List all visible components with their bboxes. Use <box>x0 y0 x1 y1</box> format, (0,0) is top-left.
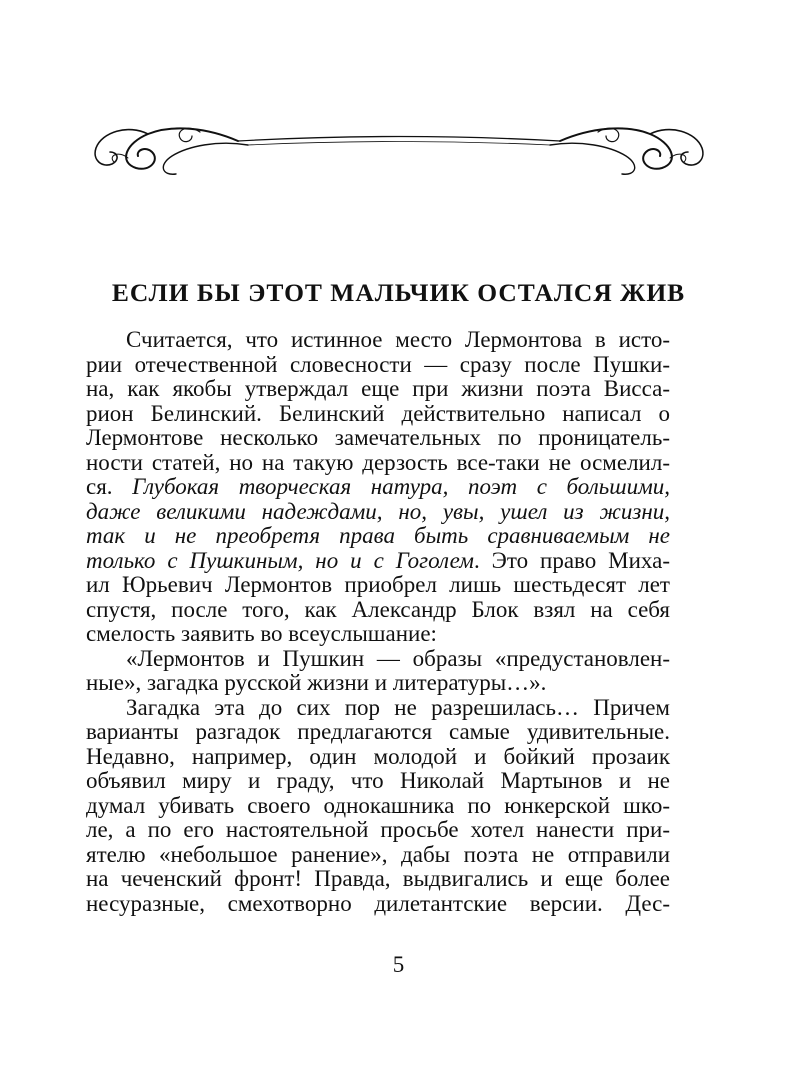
quote-italic: только с Пушкиным, но и с Гоголем <box>86 547 474 573</box>
text-line: Лермонтове несколько замечательных по проницатель- <box>86 425 670 450</box>
text-line: спустя, после того, как Александр Блок взял на себя <box>86 596 670 622</box>
page-number: 5 <box>392 952 405 977</box>
text-line: ле, а по его настоятельной просьбе хотел нанести при- <box>86 817 670 842</box>
decorative-flourish <box>88 110 710 180</box>
body-text <box>86 328 670 916</box>
text-line: так и не преобретя права быть сравниваемым не <box>86 523 670 548</box>
text-line: ности статей, но на такую дерзость все-таки не осмелил- <box>86 449 670 475</box>
text-line: объявил миру и граду, что Николай Мартынов и не <box>86 768 670 793</box>
text-line: смелость заявить во всеуслышание: <box>86 621 437 646</box>
text-line: на чеченский фронт! Правда, выдвигались и еще более <box>86 866 670 891</box>
text-line: даже великими надеждами, но, увы, ушел из жизни, <box>86 498 670 524</box>
text-line: Недавно, например, один молодой и бойкий прозаик <box>86 743 670 769</box>
text-line: ил Юрьевич Лермонтов приобрел лишь шестьдесят лет <box>86 572 670 597</box>
chapter-heading: ЕСЛИ БЫ ЭТОТ МАЛЬЧИК ОСТАЛСЯ ЖИВ <box>111 278 686 307</box>
text-line: только с Пушкиным, но и с Гоголем. Это право Миха- <box>86 547 670 573</box>
text-line: ся. Глубокая творческая натура, поэт с большими, <box>86 474 670 499</box>
text-line: ные», загадка русской жизни и литературы…». <box>86 670 547 695</box>
text-line: рии отечественной словесности — сразу после Пушки- <box>86 351 670 377</box>
text-line: несуразные, смехотворно дилетантские версии. Дес- <box>86 890 670 916</box>
text-line: Загадка эта до сих пор не разрешилась… Причем <box>126 694 670 720</box>
text-line: думал убивать своего однокашника по юнкерской шко- <box>86 792 670 818</box>
text-line: ятелю «небольшое ранение», дабы поэта не отправили <box>86 841 670 867</box>
text-line: варианты разгадок предлагаются самые удивительные. <box>86 719 670 744</box>
text-line: Считается, что истинное место Лермонтова в исто- <box>126 327 670 352</box>
quote-italic: Глубокая творческая натура, поэт с большими, <box>132 474 670 499</box>
text-line: рион Белинский. Белинский действительно написал о <box>86 400 670 426</box>
text-line: «Лермонтов и Пушкин — образы «предустановлен- <box>126 645 670 671</box>
text-line: на, как якобы утверждал еще при жизни поэта Висса- <box>86 376 670 401</box>
